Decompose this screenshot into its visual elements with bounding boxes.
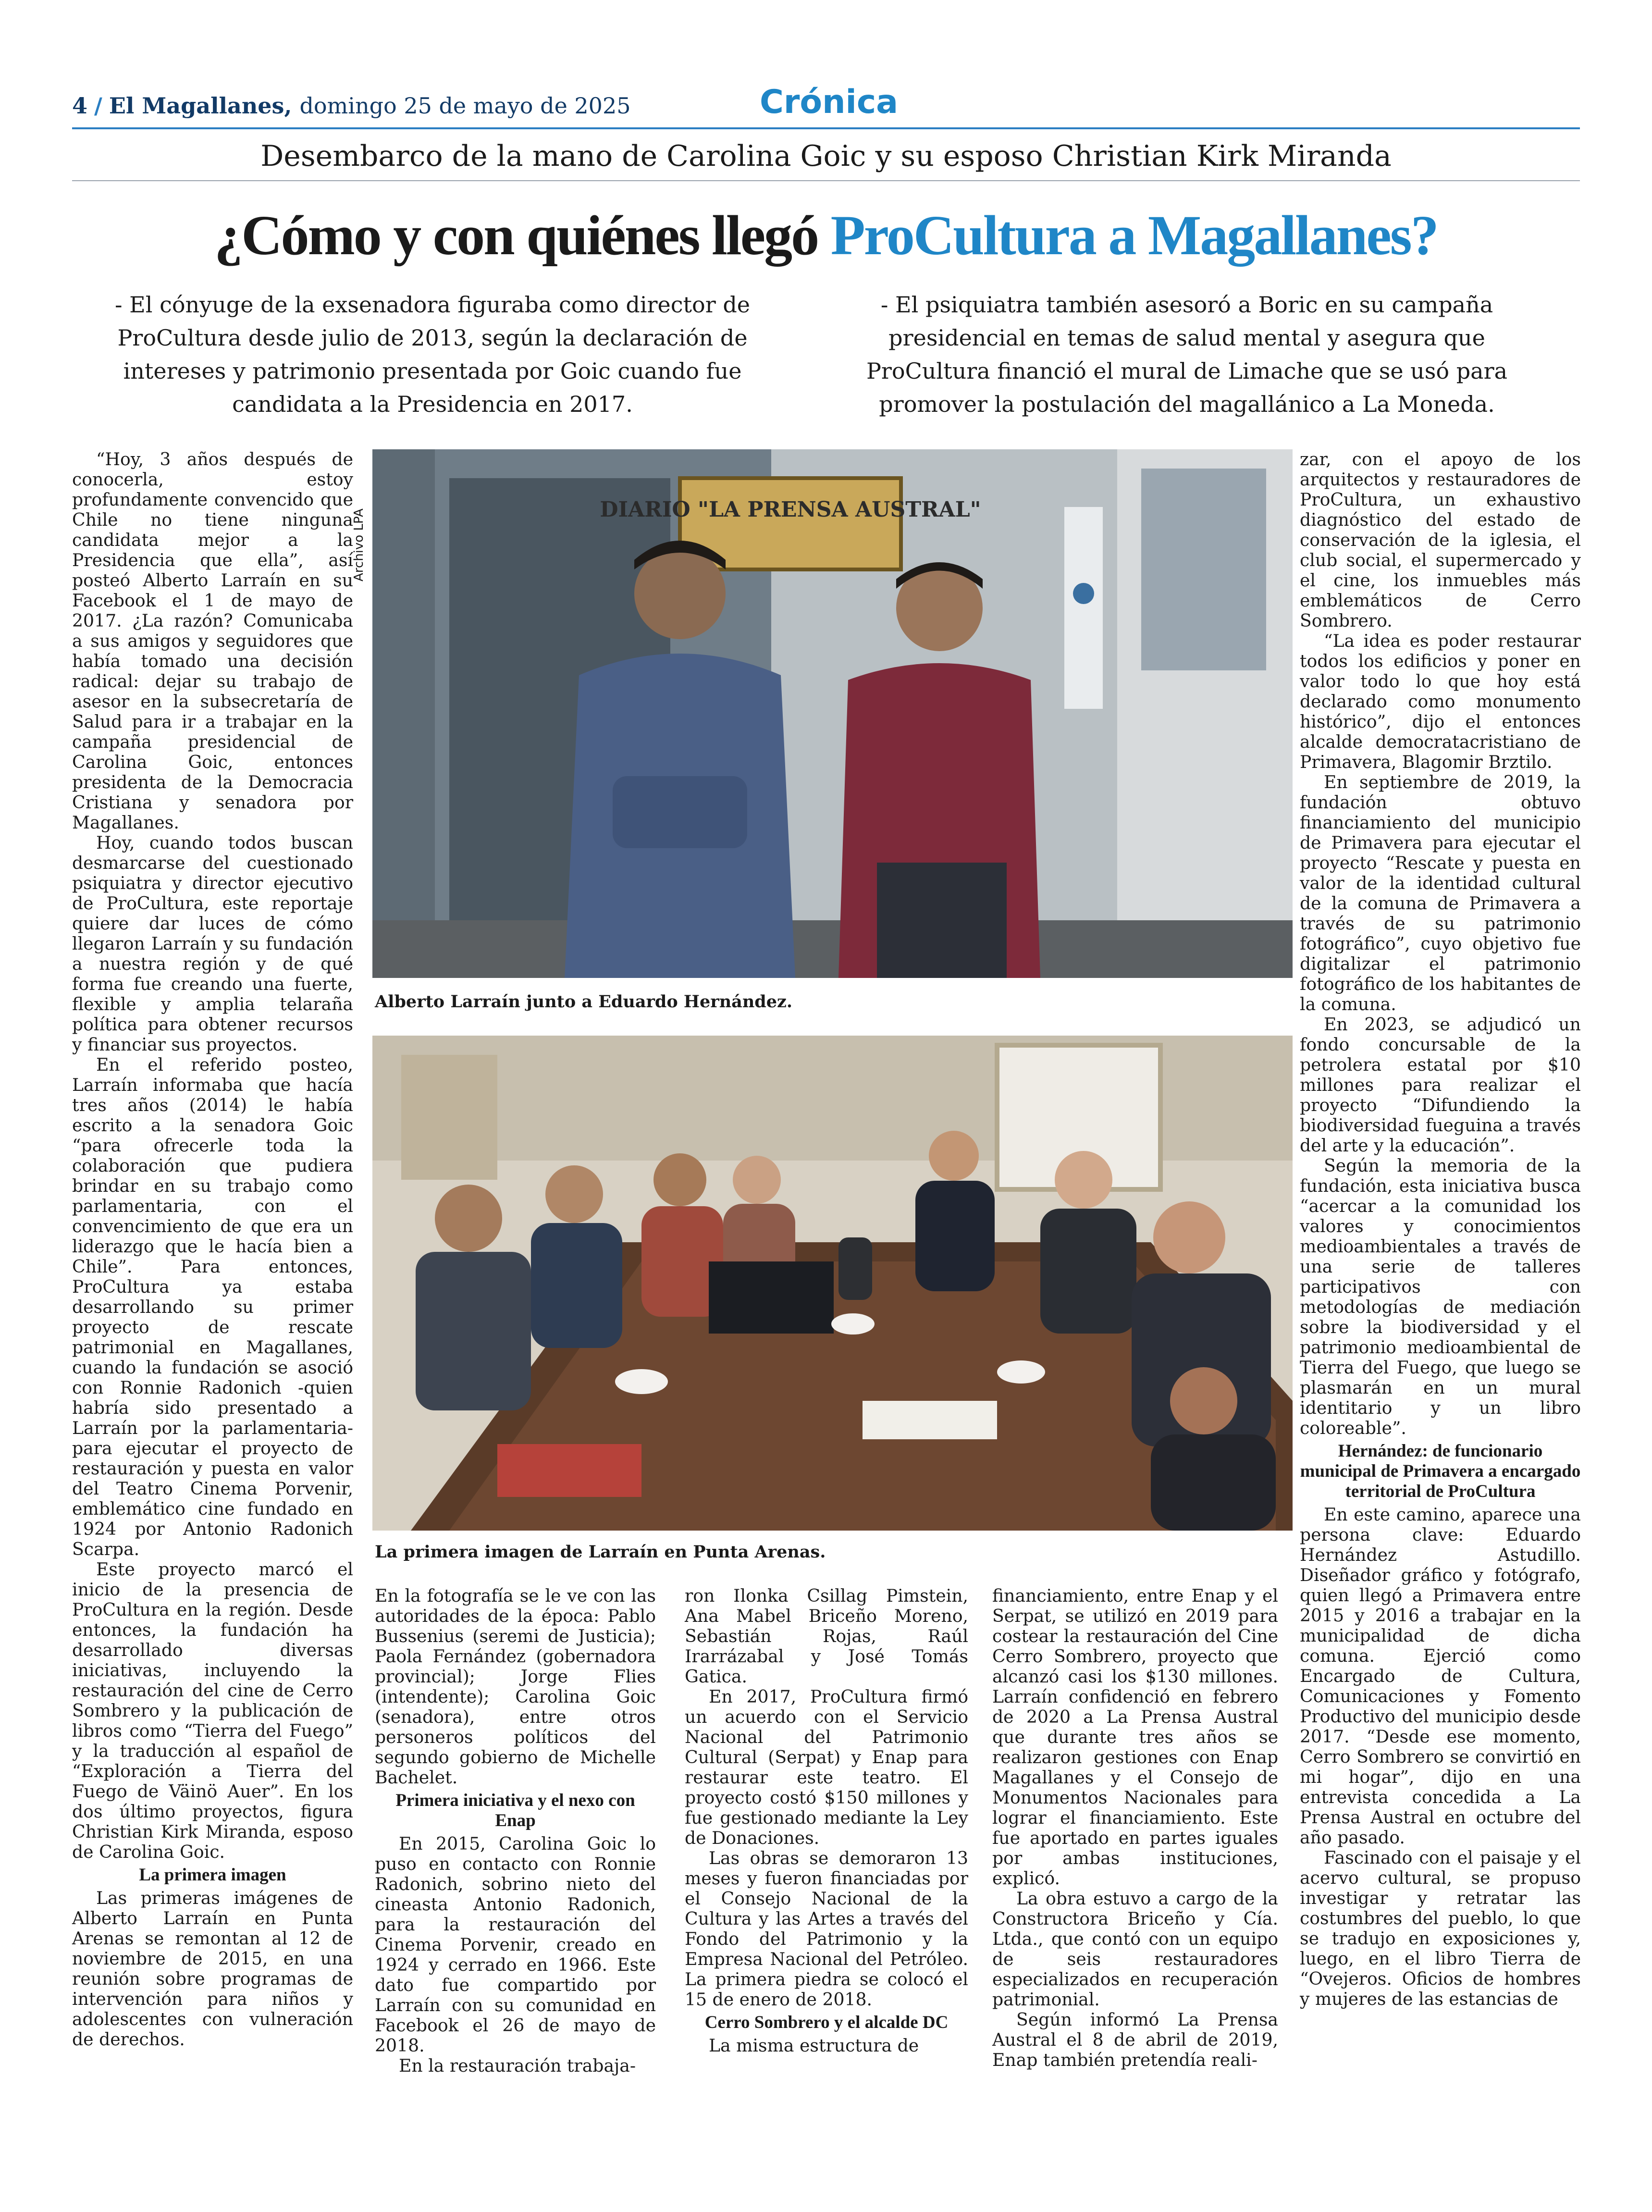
col1-paragraph: Este proyecto marcó el inicio de la presencia de ProCultura en la región. Desde entonces, la fundación ha desarrollado diversas iniciativas, incluyendo la restauración del cine de Cerro Sombrero y la publicación de libros como “Tierra del Fuego” y la traducción al español de “Exploración a Tierra del Fuego de Väinö Auer”. En los dos último proyectos, figura Christian Kirk Miranda, esposo de Carolina Goic.	[72, 1559, 353, 1862]
column-3	[685, 1586, 968, 2056]
folio-separator: /	[94, 93, 102, 119]
col1-subhead: La primera imagen	[139, 1865, 286, 1885]
kicker-rule	[72, 180, 1580, 181]
column-1	[72, 449, 353, 2050]
headline-part-2: ProCultura a Magallanes?	[830, 204, 1438, 267]
col5-paragraph: Según la memoria de la fundación, esta iniciativa busca “acercar a la comunidad los valores y conocimientos medioambientales a través de una serie de talleres participativos con metodologías de mediación sobre la biodiversidad y el patrimonio medioambiental de Tierra del Fuego, que luego se plasmarán en un mural identitario y un libro coloreable”.	[1300, 1155, 1581, 1438]
photo-1-illustration	[372, 449, 1293, 978]
issue-date: domingo 25 de mayo de 2025	[299, 93, 631, 119]
col3-subhead: Cerro Sombrero y el alcalde DC	[704, 2013, 949, 2032]
column-2	[375, 1586, 656, 2076]
photo-2-illustration	[372, 1036, 1293, 1531]
page-number: 4	[72, 93, 88, 119]
photo-credit: Archivo LPA	[352, 508, 366, 581]
col3-paragraph: ron Ilonka Csillag Pimstein, Ana Mabel Briceño Moreno, Sebastián Rojas, Raúl Irarrázabal y José Tomás Gatica.	[685, 1585, 968, 1687]
photo-1-caption: Alberto Larraín junto a Eduardo Hernández.	[375, 992, 793, 1012]
col2-paragraph: En la restauración trabaja-	[399, 2055, 636, 2076]
col1-paragraph: Hoy, cuando todos buscan desmarcarse del cuestionado psiquiatra y director ejecutivo de ProCultura, este reportaje quiere dar luces de cómo llegaron Larraín y su fundación a nuestra región y de qué forma fue creando una fuerte, flexible y amplia telaraña política para obtener recursos y financiar sus proyectos.	[72, 832, 353, 1055]
col5-paragraph: En este camino, aparece una persona clave: Eduardo Hernández Astudillo. Diseñador gráfico y fotógrafo, quien llegó a Primavera entre 2015 y 2016 a trabajar en la municipalidad de dicha comuna. Ejerció como Encargado de Cultura, Comunicaciones y Fomento Productivo del municipio desde 2017. “Desde ese momento, Cerro Sombrero se convirtió en mi hogar”, dijo en una entrevista concedida a La Prensa Austral en octubre del año pasado.	[1300, 1504, 1581, 1848]
photo-2-caption: La primera imagen de Larraín en Punta Arenas.	[375, 1542, 826, 1562]
col1-paragraph: En el referido posteo, Larraín informaba que hacía tres años (2014) le había escrito a la senadora Goic “para ofrecerle toda la colaboración que pudiera brindar en su trabajo como parlamentaria, con el convencimiento de que era un liderazgo que le hacía bien a Chile”. Para entonces, ProCultura ya estaba desarrollando su primer proyecto de rescate patrimonial en Magallanes, cuando la fundación se asoció con Ronnie Radonich -quien habría sido presentado a Larraín por la parlamentaria- para ejecutar el proyecto de restauración y puesta en valor del Teatro Cinema Porvenir, emblemático cine fundado en 1924 por Antonio Radonich Scarpa.	[72, 1054, 353, 1559]
col5-paragraph: En 2023, se adjudicó un fondo concursable de la petrolera estatal por $10 millones para realizar el proyecto “Difundiendo la biodiversidad fueguina a través del arte y la educación”.	[1300, 1014, 1581, 1156]
folio	[72, 87, 630, 125]
col1-paragraph: “Hoy, 3 años después de conocerla, estoy profundamente convencido que Chile no tiene ninguna candidata mejor a la Presidencia que ella”, así posteó Alberto Larraín en su Facebook el 1 de mayo de 2017. ¿La razón? Comunicaba a sus amigos y seguidores que había tomado una decisión radical: dejar su trabajo de asesor en la subsecretaría de Salud para ir a trabajar en la campaña presidencial de Carolina Goic, entonces presidenta de la Democracia Cristiana y senadora por Magallanes.	[72, 449, 353, 833]
headline	[72, 190, 1580, 281]
photo-sign-text: DIARIO "LA PRENSA AUSTRAL"	[600, 497, 981, 522]
col2-paragraph: En la fotografía se le ve con las autoridades de la época: Pablo Bussenius (seremi de Justicia); Paola Fernández (gobernadora provincial); Jorge Flies (intendente); Carolina Goic (senadora), entre otros personeros políticos del segundo gobierno de Michelle Bachelet.	[375, 1585, 656, 1788]
col2-subhead: Primera iniciativa y el nexo con Enap	[395, 1791, 635, 1830]
col1-paragraph: Las primeras imágenes de Alberto Larraín en Punta Arenas se remontan al 12 de noviembre de 2015, en una reunión sobre programas de intervención para niños y adolescentes con vulneración de derechos.	[72, 1888, 353, 2050]
col4-paragraph: financiamiento, entre Enap y el Serpat, se utilizó en 2019 para costear la restauración del Cine Cerro Sombrero, proyecto que alcanzó casi los $130 millones. Larraín confidenció en febrero de 2020 a La Prensa Austral que durante tres años se realizaron gestiones con Enap Magallanes y el Consejo de Monumentos Nacionales para lograr el financiamiento. Este fue aportado en partes iguales por ambas instituciones, explicó.	[992, 1585, 1278, 1889]
column-4	[992, 1586, 1278, 2070]
photo-meeting	[372, 1036, 1293, 1531]
deck-left: - El cónyuge de la exsenadora figuraba como director de ProCultura desde julio de 2013, según la declaración de intereses y patrimonio presentada por Goic cuando fue candidata a la Presidencia en 2017.	[115, 292, 750, 417]
col2-paragraph: En 2015, Carolina Goic lo puso en contacto con Ronnie Radonich, sobrino nieto del cineasta Antonio Radonich, para la restauración del Cinema Porvenir, creado en 1924 y cerrado en 1966. Este dato fue compartido por Larraín con su comunidad en Facebook el 26 de mayo de 2018.	[375, 1833, 656, 2056]
col5-paragraph: Fascinado con el paisaje y el acervo cultural, se propuso investigar y retratar las costumbres del pueblo, lo que se tradujo en exposiciones y, luego, en el libro Tierra de “Ovejeros. Oficios de hombres y mujeres de las estancias de	[1300, 1847, 1581, 2009]
column-5	[1300, 449, 1581, 2009]
col5-paragraph: En septiembre de 2019, la fundación obtuvo financiamiento del municipio de Primavera para ejecutar el proyecto “Rescate y puesta en valor de la identidad cultural de la comuna de Primavera a través de su patrimonio fotográfico”, cuyo objetivo fue digitalizar el patrimonio fotográfico de los habitantes de la comuna.	[1300, 772, 1581, 1014]
photo-larrain-hernandez	[372, 449, 1293, 978]
kicker: Desembarco de la mano de Carolina Goic y su esposo Christian Kirk Miranda	[260, 139, 1392, 173]
col3-paragraph: En 2017, ProCultura firmó un acuerdo con el Servicio Nacional del Patrimonio Cultural (Serpat) y Enap para restaurar este teatro. El proyecto costó $150 millones y fue gestionado mediante la Ley de Donaciones.	[685, 1686, 968, 1848]
col5-paragraph: “La idea es poder restaurar todos los edificios y poner en valor todo lo que hoy está declarado como monumento histórico”, dijo el entonces alcalde democratacristiano de Primavera, Blagomir Brztilo.	[1300, 630, 1581, 772]
col4-paragraph: Según informó La Prensa Austral el 8 de abril de 2019, Enap también pretendía reali-	[992, 2009, 1278, 2070]
headline-part-1: ¿Cómo y con quiénes llegó	[214, 204, 831, 267]
col4-paragraph: La obra estuvo a cargo de la Constructora Briceño y Cía. Ltda., que contó con un equipo de seis restauradores especializados en recuperación patrimonial.	[992, 1888, 1278, 2010]
paper-name: El Magallanes,	[109, 93, 292, 119]
col5-subhead: Hernández: de funcionario municipal de Primavera a encargado territorial de ProCultura	[1300, 1441, 1581, 1501]
section-name: Crónica	[759, 83, 899, 121]
col3-paragraph: Las obras se demoraron 13 meses y fueron financiadas por el Consejo Nacional de la Cultura y las Artes a través del Fondo del Patrimonio y la Empresa Nacional del Petróleo. La primera piedra se colocó el 15 de enero de 2018.	[685, 1848, 968, 2010]
deck-right: - El psiquiatra también asesoró a Boric en su campaña presidencial en temas de salud mental y asegura que ProCultura financió el mural de Limache que se usó para promover la postulación del magallánico a La Moneda.	[866, 292, 1508, 417]
top-rule	[72, 127, 1580, 129]
col5-paragraph: zar, con el apoyo de los arquitectos y restauradores de ProCultura, un exhaustivo diagnóstico del estado de conservación de la iglesia, el club social, el supermercado y el cine, los inmuebles más emblemáticos de Cerro Sombrero.	[1300, 449, 1581, 631]
col3-paragraph: La misma estructura de	[709, 2035, 919, 2056]
